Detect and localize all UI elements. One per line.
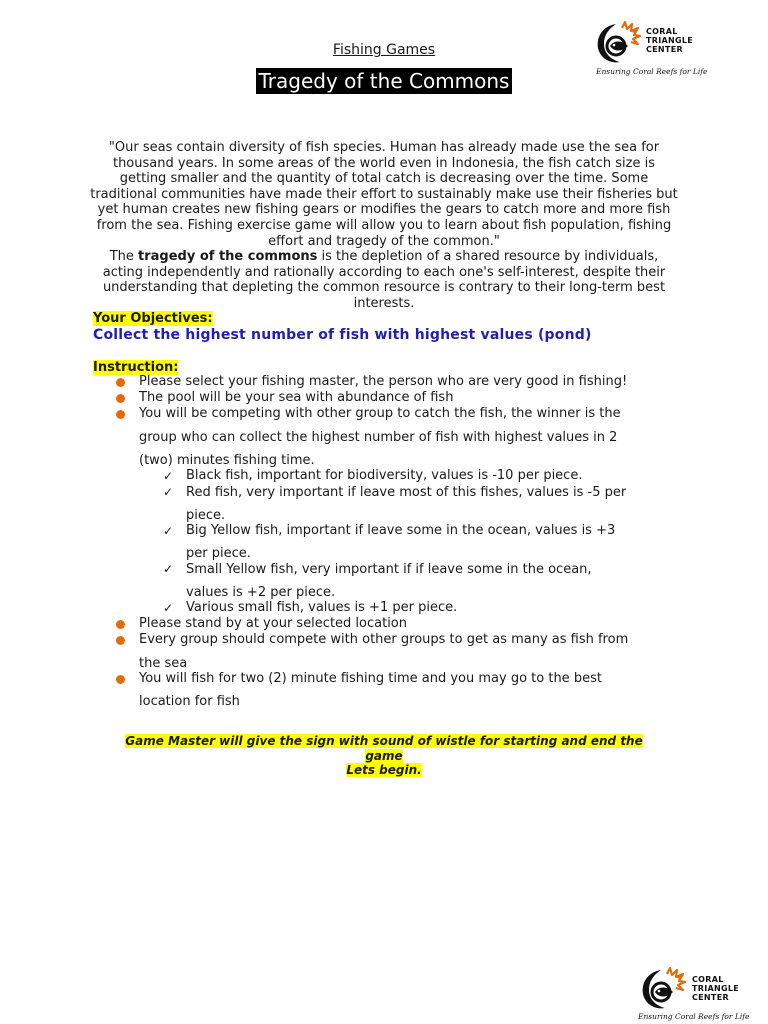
check-item: Big Yellow fish, important if leave some in the ocean, values is +3 <box>186 523 616 538</box>
list-item: You will fish for two (2) minute fishing time and you may go to the best <box>139 671 602 686</box>
intro-definition: The tragedy of the commons is the depletion of a shared resource by individuals, acting independently and rationally according to each one's self-interest, despite their understanding that depleting the common resource is contrary to their long-term best interests. <box>102 249 666 311</box>
objectives-label: Your Objectives: <box>93 311 213 326</box>
checkmark-icon: ✓ <box>163 485 174 499</box>
list-item-continuation: (two) minutes fishing time. <box>139 453 315 468</box>
list-item: Please select your fishing master, the person who are very good in fishing! <box>139 374 628 389</box>
checkmark-icon: ✓ <box>163 562 174 576</box>
bullet-dot-icon <box>116 636 125 645</box>
check-item-continuation: values is +2 per piece. <box>186 585 336 600</box>
list-item: Please stand by at your selected location <box>139 616 408 631</box>
page-title: Tragedy of the Commons <box>256 68 513 94</box>
checkmark-icon: ✓ <box>163 524 174 538</box>
fish-logo-icon <box>638 966 690 1012</box>
logo-text: CORAL TRIANGLE CENTER <box>646 27 694 54</box>
logo-tagline: Ensuring Coral Reefs for Life <box>596 67 708 76</box>
bullet-dot-icon <box>116 675 125 684</box>
list-item-continuation: the sea <box>139 656 188 671</box>
list-item: Every group should compete with other groups to get as many as fish from <box>139 632 629 647</box>
bullet-dot-icon <box>116 620 125 629</box>
list-item: You will be competing with other group to catch the fish, the winner is the <box>139 406 621 421</box>
bullet-dot-icon <box>116 378 125 387</box>
list-item-continuation: location for fish <box>139 694 240 709</box>
objectives-text: Collect the highest number of fish with highest values (pond) <box>93 327 592 343</box>
checkmark-icon: ✓ <box>163 469 174 483</box>
logo-text: CORAL TRIANGLE CENTER <box>692 975 740 1002</box>
check-item-continuation: per piece. <box>186 546 251 561</box>
page-subtitle: Fishing Games <box>332 42 436 58</box>
check-item-continuation: piece. <box>186 508 226 523</box>
check-item: Red fish, very important if leave most of this fishes, values is -5 per <box>186 485 627 500</box>
game-master-note: Game Master will give the sign with sound of wistle for starting and end the game Lets begin. <box>125 734 643 777</box>
checkmark-icon: ✓ <box>163 601 174 615</box>
intro-quote: "Our seas contain diversity of fish species. Human has already made use the sea for thousand years. In some areas of the world even in Indonesia, the fish catch size is getting smaller and the quantity of total catch is decreasing over the time. Some traditional communities have made their effort to sustainably make use their fisheries but yet human creates new fishing gears or modifies the gears to catch more and more fish from the sea. Fishing exercise game will allow you to learn about fish population, fishing effort and tragedy of the common." <box>90 140 678 249</box>
list-item-continuation: group who can collect the highest number of fish with highest values in 2 <box>139 430 618 445</box>
list-item: The pool will be your sea with abundance of fish <box>139 390 454 405</box>
bullet-dot-icon <box>116 410 125 419</box>
intro-paragraph <box>90 140 678 312</box>
check-item: Black fish, important for biodiversity, values is -10 per piece. <box>186 468 583 483</box>
check-item: Various small fish, values is +1 per piece. <box>186 600 458 615</box>
logo-tagline: Ensuring Coral Reefs for Life <box>638 1012 750 1021</box>
instruction-label: Instruction: <box>93 360 179 375</box>
definition-term: tragedy of the commons <box>138 249 318 265</box>
check-item: Small Yellow fish, very important if if leave some in the ocean, <box>186 562 592 577</box>
bullet-dot-icon <box>116 394 125 403</box>
